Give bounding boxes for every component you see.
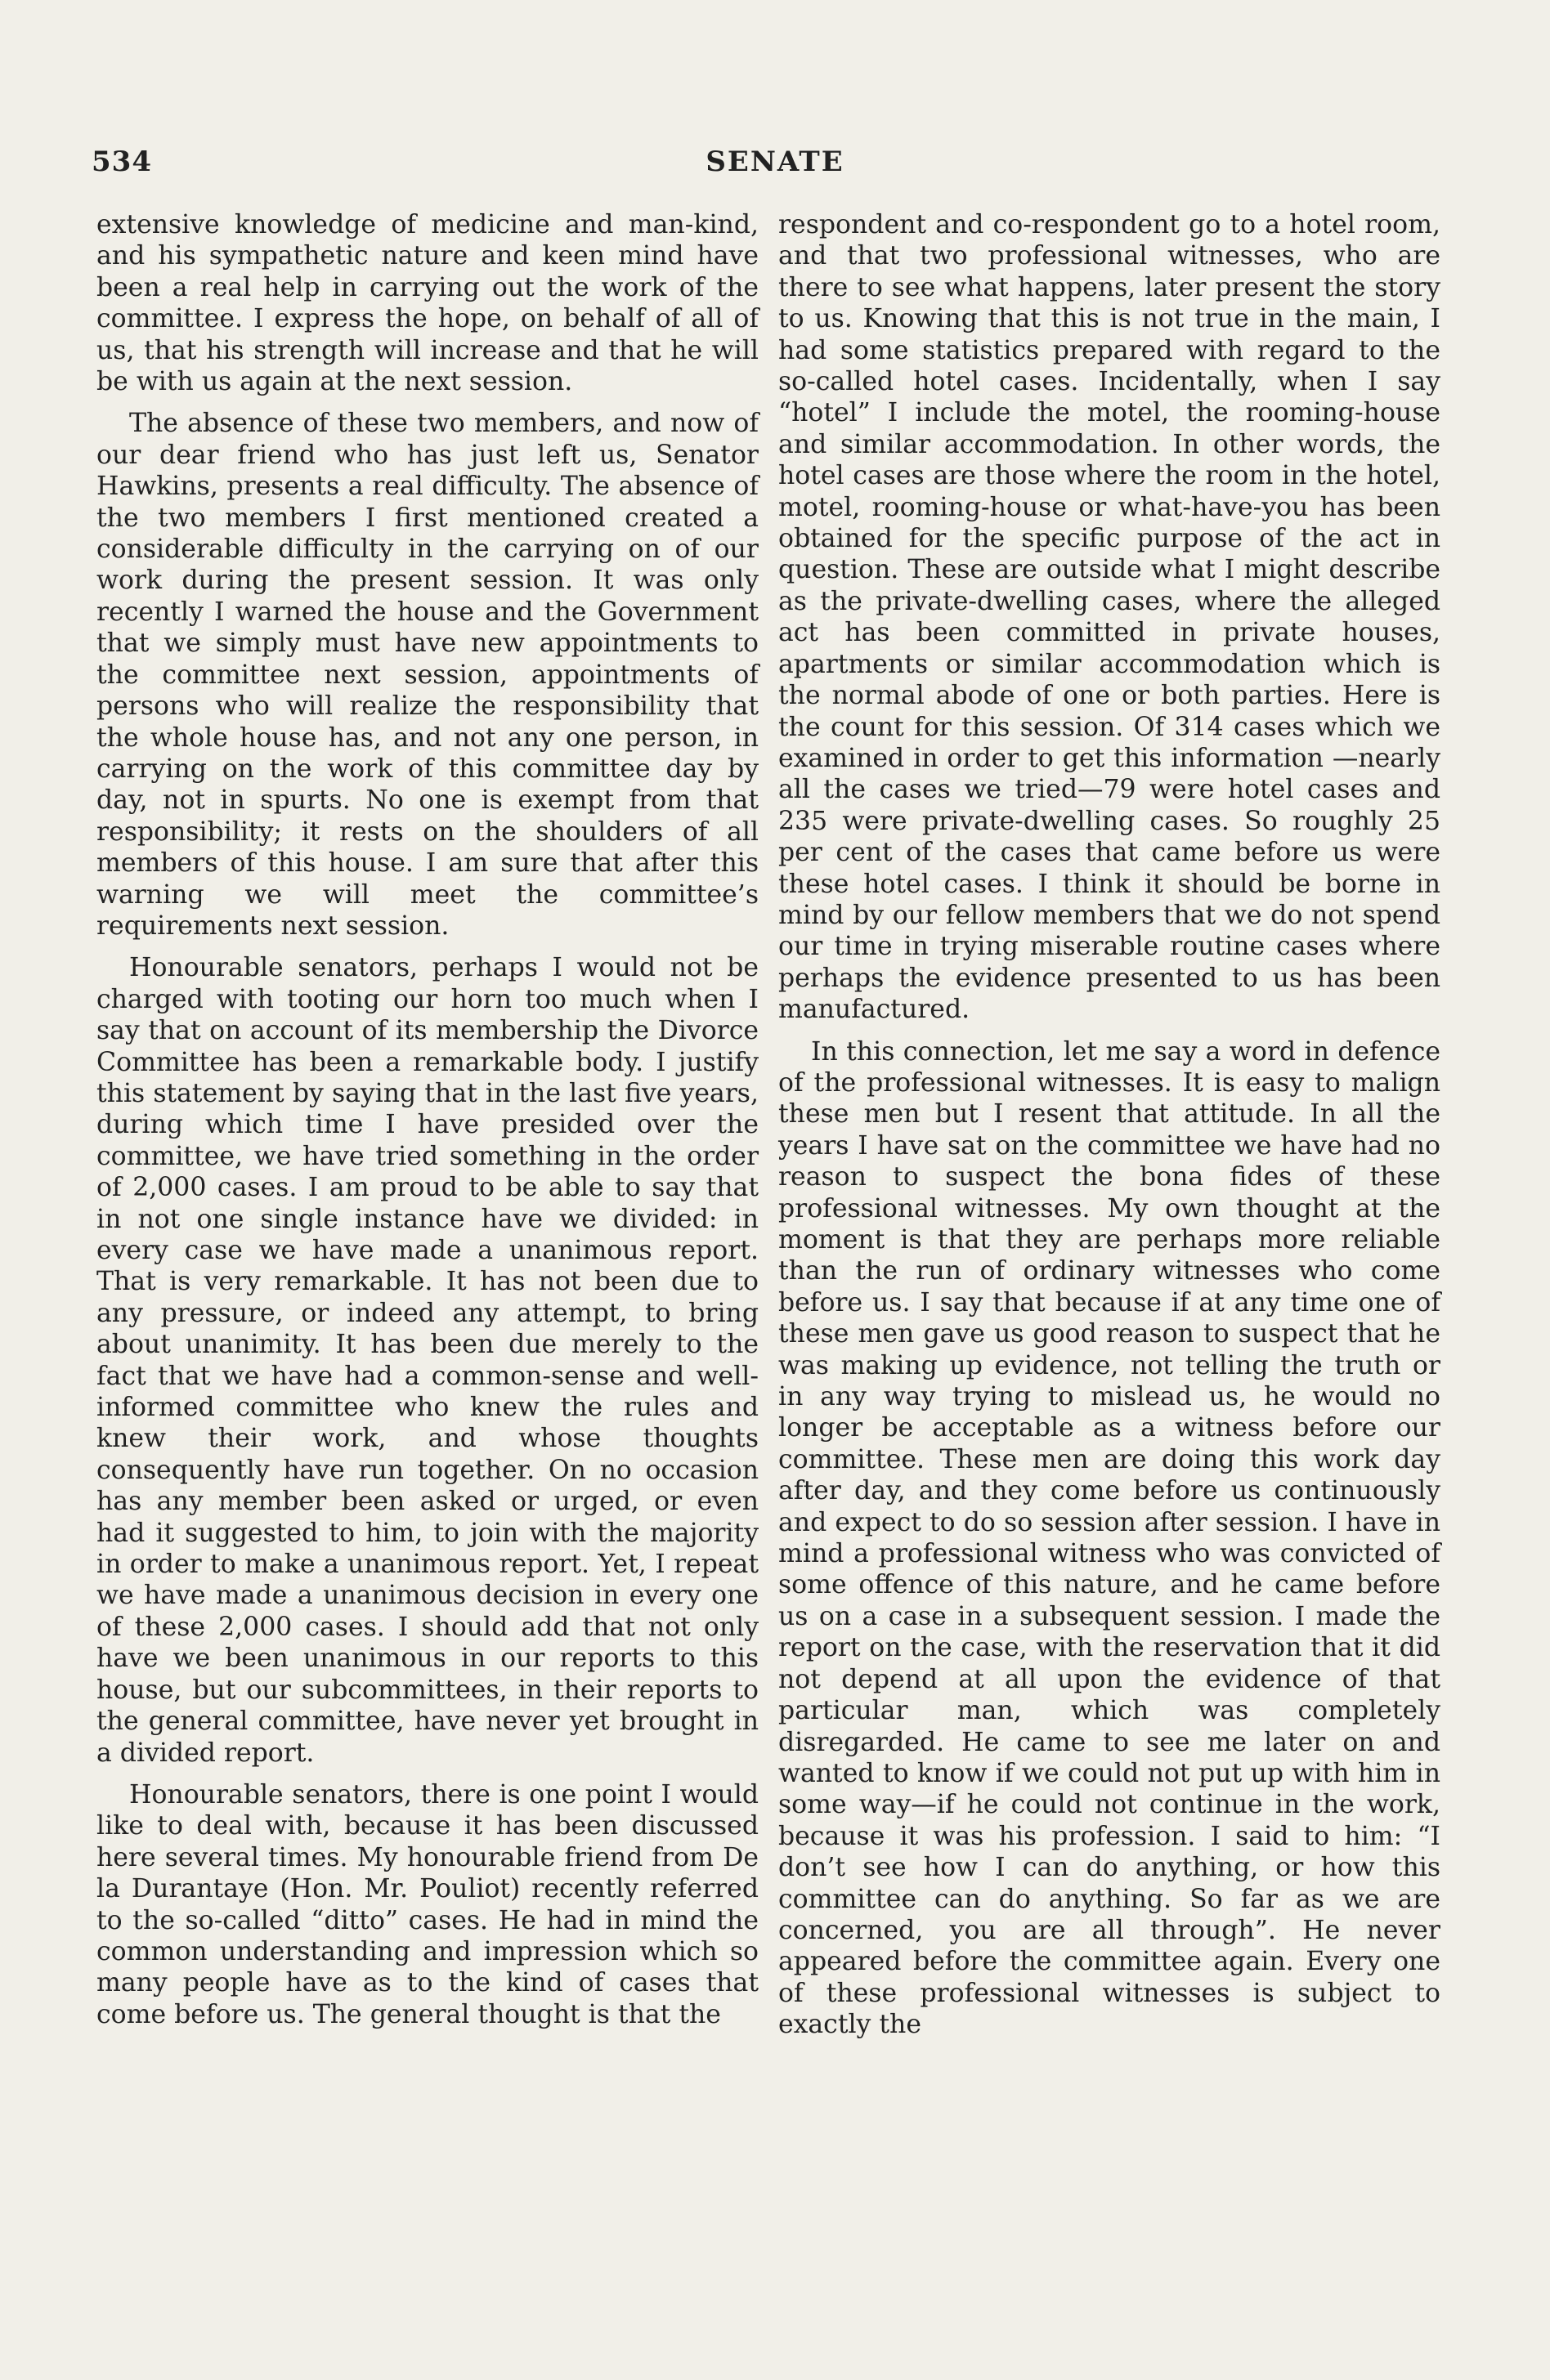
paragraph: Honourable senators, perhaps I would not be charged with tooting our horn too much when I say that on account of its membership the Divorce Committee has been a remarkable body. I justify this statement by saying that in the last five years, during which time I have presided over the committee, we have tried something in the order of 2,000 cases. I am proud to be able to say that in not one single instance have we divided: in every case we have made a unanimous report. That is very remarkable. It has not been due to any pressure, or indeed any attempt, to bring about unanimity. It has been due merely to the fact that we have had a common-sense and well-informed committee who knew the rules and knew their work, and whose thoughts consequently have run together. On no occasion has any member been asked or urged, or even had it suggested to him, to join with the majority in order to make a unanimous report. Yet, I repeat we have made a unanimous decision in every one of these 2,000 cases. I should add that not only have we been unanimous in our reports to this house, but our subcommittees, in their reports to the general committee, have never yet brought in a divided report. [96, 953, 759, 1768]
paragraph: extensive knowledge of medicine and man-kind, and his sympathetic nature and keen mind have been a real help in carrying out the work of the committee. I express the hope, on behalf of all of us, that his strength will increase and that he will be with us again at the next session. [96, 210, 759, 397]
page-number: 534 [92, 145, 152, 178]
right-column [778, 209, 1440, 2041]
left-column [96, 209, 759, 2030]
running-head-title: SENATE [706, 145, 844, 178]
paragraph: respondent and co-respondent go to a hotel room, and that two professional witnesses, who are there to see what happens, later present the story to us. Knowing that this is not true in the main, I had some statistics prepared with regard to the so-called hotel cases. Incidentally, when I say “hotel” I include the motel, the rooming-house and similar accommodation. In other words, the hotel cases are those where the room in the hotel, motel, rooming-house or what-have-you has been obtained for the specific purpose of the act in question. These are outside what I might describe as the private-dwelling cases, where the alleged act has been committed in private houses, apartments or similar accommodation which is the normal abode of one or both parties. Here is the count for this session. Of 314 cases which we examined in order to get this information —nearly all the cases we tried—79 were hotel cases and 235 were private-dwelling cases. So roughly 25 per cent of the cases that came before us were these hotel cases. I think it should be borne in mind by our fellow members that we do not spend our time in trying miserable routine cases where perhaps the evidence presented to us has been manufactured. [778, 210, 1440, 1025]
paragraph: Honourable senators, there is one point I would like to deal with, because it has been discussed here several times. My honourable friend from De la Durantaye (Hon. Mr. Pouliot) recently referred to the so-called “ditto” cases. He had in mind the common understanding and impression which so many people have as to the kind of cases that come before us. The general thought is that the [96, 1779, 759, 2029]
paragraph: In this connection, let me say a word in defence of the professional witnesses. It is easy to malign these men but I resent that attitude. In all the years I have sat on the committee we have had no reason to suspect the bona fides of these professional witnesses. My own thought at the moment is that they are perhaps more reliable than the run of ordinary witnesses who come before us. I say that because if at any time one of these men gave us good reason to suspect that he was making up evidence, not telling the truth or in any way trying to mislead us, he would no longer be acceptable as a witness before our committee. These men are doing this work day after day, and they come before us continuously and expect to do so session after session. I have in mind a professional witness who was convicted of some offence of this nature, and he came before us on a case in a subsequent session. I made the report on the case, with the reservation that it did not depend at all upon the evidence of that particular man, which was completely disregarded. He came to see me later on and wanted to know if we could not put up with him in some way—if he could not continue in the work, because it was his profession. I said to him: “I don’t see how I can do anything, or how this committee can do anything. So far as we are concerned, you are all through”. He never appeared before the committee again. Every one of these professional witnesses is subject to exactly the [778, 1036, 1440, 2040]
paragraph: The absence of these two members, and now of our dear friend who has just left us, Senator Hawkins, presents a real difficulty. The absence of the two members I first mentioned created a considerable difficulty in the carrying on of our work during the present session. It was only recently I warned the house and the Government that we simply must have new appointments to the committee next session, appointments of persons who will realize the responsibility that the whole house has, and not any one person, in carrying on the work of this committee day by day, not in spurts. No one is exempt from that responsibility; it rests on the shoulders of all members of this house. I am sure that after this warning we will meet the committee’s requirements next session. [96, 409, 759, 941]
